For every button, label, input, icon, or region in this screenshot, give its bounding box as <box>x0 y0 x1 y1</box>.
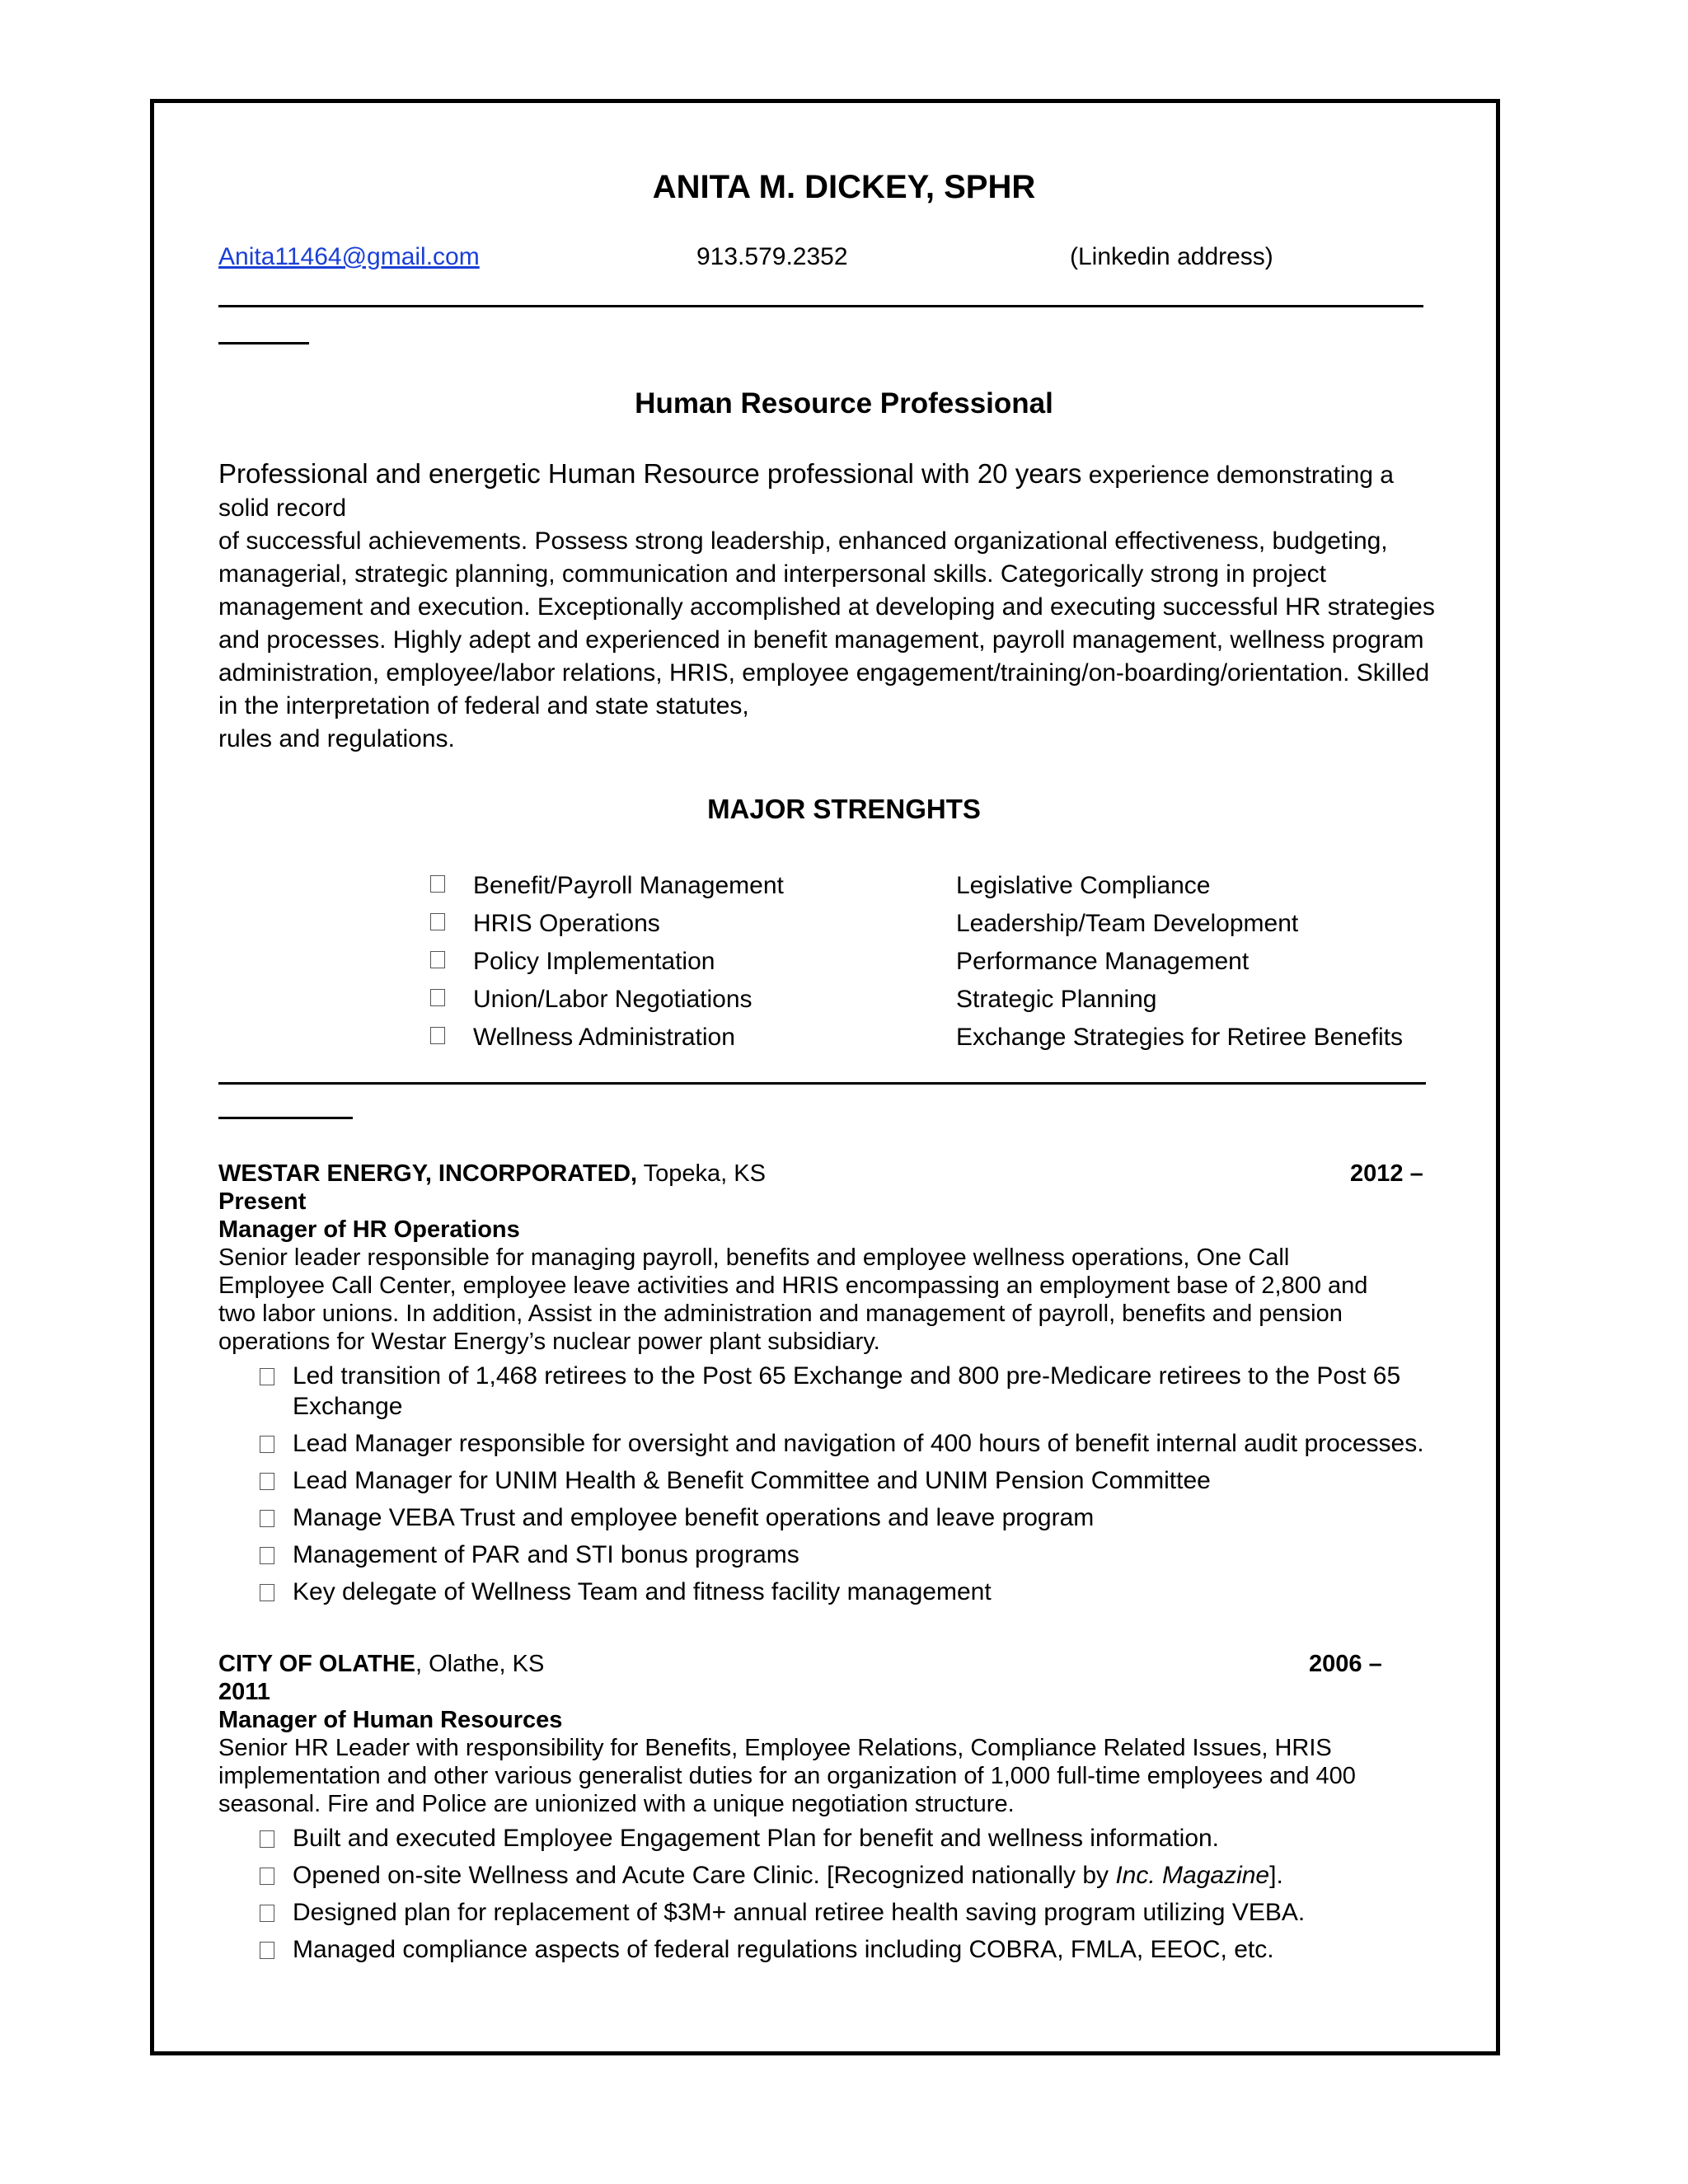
phone-number: 913.579.2352 <box>696 243 848 270</box>
bullet-italic-text: Inc. Magazine <box>1115 1862 1270 1889</box>
job-description-line: operations for Westar Energy’s nuclear power plant subsidiary. <box>218 1329 880 1355</box>
summary-line <box>218 525 1438 558</box>
strength-item <box>956 943 1403 981</box>
summary-line <box>218 492 1438 525</box>
summary-line <box>218 657 1438 690</box>
bullet-item <box>218 1860 1438 1891</box>
bullet-item <box>218 1897 1438 1928</box>
bullet-text: Exchange <box>293 1393 403 1420</box>
strength-label: Exchange Strategies for Retiree Benefits <box>956 1024 1403 1051</box>
strength-label: Strategic Planning <box>956 986 1157 1013</box>
job-description-line: Senior HR Leader with responsibility for Benefits, Employee Relations, Compliance Related Issues, HRIS <box>218 1735 1332 1761</box>
email-link[interactable]: Anita11464@gmail.com <box>218 243 480 270</box>
bullet-text: Manage VEBA Trust and employee benefit operations and leave program <box>293 1504 1095 1531</box>
bullet-text: Designed plan for replacement of $3M+ annual retiree health saving program utilizing VEBA. <box>293 1899 1306 1926</box>
job-description-line: Senior leader responsible for managing payroll, benefits and employee wellness operations, One Call <box>218 1244 1290 1271</box>
checkbox-icon <box>260 1547 274 1564</box>
checkbox-icon <box>260 1868 274 1885</box>
bullet-item <box>218 1465 1438 1496</box>
job-header <box>218 1160 1438 1188</box>
summary-line <box>218 558 1438 591</box>
divider-middle-short <box>218 1117 353 1119</box>
strength-item <box>956 867 1403 905</box>
summary-text: management and execution. Exceptionally accomplished at developing and executing successful HR strategies <box>218 593 1435 621</box>
checkbox-icon <box>430 875 445 893</box>
summary-line <box>218 723 1438 756</box>
summary-text: and processes. Highly adept and experienced in benefit management, payroll management, wellness program <box>218 626 1424 654</box>
bullet-text: Opened on-site Wellness and Acute Care Clinic. [Recognized nationally by Inc. Magazine]. <box>293 1862 1283 1889</box>
strength-item <box>956 905 1403 943</box>
company-location: , Olathe, KS <box>415 1651 545 1677</box>
summary-text: rules and regulations. <box>218 725 455 752</box>
bullet-text: Managed compliance aspects of federal regulations including COBRA, FMLA, EEOC, etc. <box>293 1936 1274 1963</box>
company-name: WESTAR ENERGY, INCORPORATED, <box>218 1160 638 1187</box>
summary-line <box>218 624 1438 657</box>
company-location: Topeka, KS <box>637 1160 766 1187</box>
checkbox-icon <box>260 1473 274 1490</box>
job-position: Manager of Human Resources <box>218 1707 563 1733</box>
job-year-end: Present <box>218 1188 307 1215</box>
summary-lead-text: Professional and energetic Human Resource professional with 20 years <box>218 458 1082 489</box>
strength-item <box>956 1019 1403 1057</box>
checkbox-icon <box>260 1436 274 1453</box>
checkbox-icon <box>260 1368 274 1385</box>
summary-text: solid record <box>218 494 347 522</box>
job-description-line: implementation and other various generalist duties for an organization of 1,000 full-time employees and 400 <box>218 1763 1356 1789</box>
checkbox-icon <box>430 913 445 930</box>
bullet-item <box>218 1823 1438 1854</box>
strengths-right-list <box>956 867 1403 1057</box>
checkbox-icon <box>430 1027 445 1044</box>
strength-label: Benefit/Payroll Management <box>473 872 784 899</box>
bullet-text: Lead Manager responsible for oversight and navigation of 400 hours of benefit internal audit processes. <box>293 1430 1424 1457</box>
job-description-line: Employee Call Center, employee leave activities and HRIS encompassing an employment base of 2,800 and <box>218 1272 1368 1299</box>
candidate-name: ANITA M. DICKEY, SPHR <box>652 169 1036 205</box>
bullet-item <box>218 1502 1438 1533</box>
bullet-item <box>218 1577 1438 1607</box>
strength-label: Legislative Compliance <box>956 872 1211 899</box>
strengths-left-list <box>430 867 784 1057</box>
bullet-text: Management of PAR and STI bonus programs <box>293 1541 799 1568</box>
summary-line <box>218 690 1438 723</box>
company-name: CITY OF OLATHE <box>218 1651 415 1677</box>
bullet-item <box>218 1540 1438 1570</box>
divider-middle <box>218 1082 1426 1085</box>
summary-line <box>218 457 1438 492</box>
checkbox-icon <box>260 1942 274 1959</box>
bullet-item <box>218 1428 1438 1459</box>
job-bullets <box>218 1361 1438 1607</box>
summary-text: managerial, strategic planning, communication and interpersonal skills. Categorically strong in project <box>218 560 1327 588</box>
checkbox-icon <box>260 1510 274 1527</box>
strength-item <box>430 943 784 981</box>
strength-item <box>430 981 784 1019</box>
summary-text: administration, employee/labor relations, HRIS, employee engagement/training/on-boarding/orientation. Skilled <box>218 659 1430 687</box>
job-description-line: two labor unions. In addition, Assist in the administration and management of payroll, benefits and pension <box>218 1301 1343 1327</box>
strength-label: Performance Management <box>956 948 1250 975</box>
summary-text: of successful achievements. Possess strong leadership, enhanced organizational effectiveness, budgeting, <box>218 527 1388 555</box>
job-position: Manager of HR Operations <box>218 1216 520 1243</box>
bullet-item <box>218 1934 1438 1965</box>
summary-text: in the interpretation of federal and state statutes, <box>218 692 749 719</box>
summary-text: experience demonstrating a <box>1081 462 1394 489</box>
bullet-text: Lead Manager for UNIM Health & Benefit Committee and UNIM Pension Committee <box>293 1467 1211 1494</box>
bullet-text: Built and executed Employee Engagement Plan for benefit and wellness information. <box>293 1825 1220 1852</box>
divider-top-short <box>218 342 309 344</box>
strength-item <box>956 981 1403 1019</box>
job-olathe <box>218 1650 1438 1971</box>
strength-label: Policy Implementation <box>473 948 715 975</box>
strength-item <box>430 1019 784 1057</box>
strength-item <box>430 867 784 905</box>
job-year-start: 2006 – <box>1309 1651 1382 1677</box>
divider-top <box>218 305 1423 307</box>
checkbox-icon <box>430 989 445 1006</box>
strength-item <box>430 905 784 943</box>
strength-label: Leadership/Team Development <box>956 910 1299 937</box>
checkbox-icon <box>260 1584 274 1601</box>
job-description-line: seasonal. Fire and Police are unionized with a unique negotiation structure. <box>218 1791 1015 1817</box>
bullet-text: Key delegate of Wellness Team and fitness facility management <box>293 1578 992 1605</box>
bullet-item <box>218 1361 1438 1422</box>
checkbox-icon <box>260 1905 274 1922</box>
summary-line <box>218 591 1438 624</box>
strength-label: HRIS Operations <box>473 910 660 937</box>
checkbox-icon <box>260 1830 274 1848</box>
linkedin-address: (Linkedin address) <box>1070 243 1273 270</box>
job-westar <box>218 1160 1438 1614</box>
profile-summary <box>218 457 1438 756</box>
bullet-text: Led transition of 1,468 retirees to the Post 65 Exchange and 800 pre-Medicare retirees to the Post 65 <box>293 1362 1401 1390</box>
strength-label: Union/Labor Negotiations <box>473 986 753 1013</box>
job-year-start: 2012 – <box>1350 1160 1423 1187</box>
checkbox-icon <box>430 951 445 968</box>
job-year-end: 2011 <box>218 1679 270 1705</box>
strengths-title: MAJOR STRENGHTS <box>707 794 981 824</box>
profile-title: Human Resource Professional <box>635 387 1053 419</box>
strength-label: Wellness Administration <box>473 1024 735 1051</box>
job-bullets <box>218 1823 1438 1965</box>
job-header <box>218 1650 1438 1678</box>
